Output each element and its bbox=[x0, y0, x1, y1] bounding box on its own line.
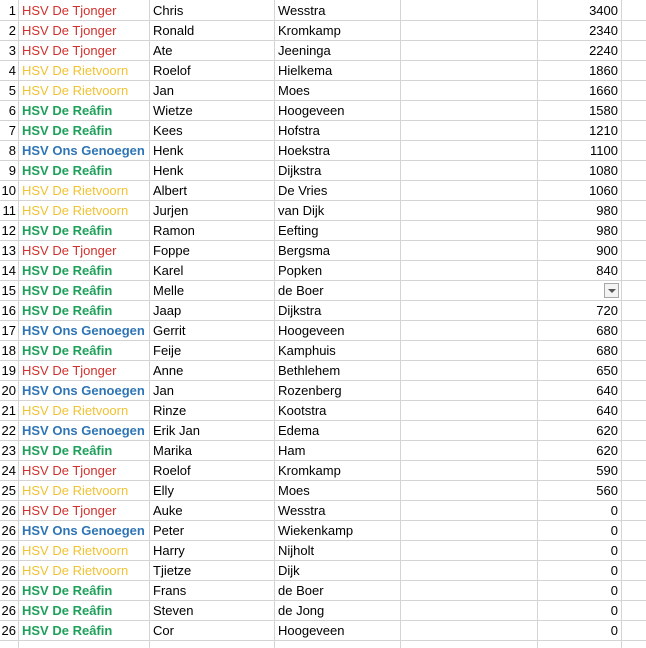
empty-cell[interactable] bbox=[400, 161, 537, 181]
empty-cell[interactable] bbox=[400, 61, 537, 81]
first-name-cell[interactable]: Ronald bbox=[153, 23, 195, 38]
empty-cell[interactable] bbox=[621, 581, 646, 601]
club-cell[interactable]: HSV De Reâfin bbox=[22, 343, 113, 358]
table-row bbox=[0, 361, 646, 381]
empty-cell[interactable] bbox=[621, 101, 646, 121]
first-name-cell[interactable]: Erik Jan bbox=[153, 423, 200, 438]
last-name-cell[interactable]: Jeeninga bbox=[278, 43, 331, 58]
table-row bbox=[0, 241, 646, 261]
score-cell[interactable]: 900 bbox=[596, 243, 618, 258]
first-name-cell[interactable]: Steven bbox=[153, 603, 194, 618]
club-cell[interactable]: HSV De Rietvoorn bbox=[22, 203, 129, 218]
last-name-cell[interactable]: Popken bbox=[278, 263, 323, 278]
first-name-cell[interactable]: Peter bbox=[153, 523, 185, 538]
score-cell[interactable]: 640 bbox=[596, 383, 618, 398]
table-row bbox=[0, 461, 646, 481]
score-cell[interactable]: 560 bbox=[596, 483, 618, 498]
last-name-cell[interactable]: Hoogeveen bbox=[278, 323, 345, 338]
empty-cell[interactable] bbox=[621, 561, 646, 581]
rank-cell[interactable]: 26 bbox=[1, 543, 16, 558]
empty-cell[interactable] bbox=[400, 1, 537, 21]
last-name-cell[interactable]: Moes bbox=[278, 83, 310, 98]
score-cell[interactable]: 1210 bbox=[589, 123, 618, 138]
rank-cell[interactable]: 9 bbox=[8, 163, 16, 178]
table-row bbox=[0, 21, 646, 41]
table-row bbox=[0, 61, 646, 81]
rank-cell[interactable]: 25 bbox=[1, 483, 16, 498]
first-name-cell[interactable]: Gerrit bbox=[153, 323, 186, 338]
last-name-cell[interactable]: Wesstra bbox=[278, 3, 326, 18]
table-row bbox=[0, 161, 646, 181]
empty-cell[interactable] bbox=[621, 141, 646, 161]
rank-cell[interactable]: 26 bbox=[1, 563, 16, 578]
club-cell[interactable]: HSV De Rietvoorn bbox=[22, 563, 129, 578]
first-name-cell[interactable]: Frans bbox=[153, 583, 187, 598]
table-row bbox=[0, 321, 646, 341]
score-cell[interactable]: 1100 bbox=[590, 143, 618, 158]
first-name-cell[interactable]: Wietze bbox=[153, 103, 193, 118]
score-cell[interactable]: 0 bbox=[610, 623, 618, 638]
score-cell[interactable]: 620 bbox=[596, 423, 618, 438]
table-row bbox=[0, 601, 646, 621]
first-name-cell[interactable]: Auke bbox=[153, 503, 183, 518]
first-name-cell[interactable]: Jaap bbox=[153, 303, 182, 318]
empty-cell[interactable] bbox=[400, 541, 537, 561]
club-cell[interactable]: HSV De Tjonger bbox=[22, 3, 117, 18]
score-cell[interactable]: 720 bbox=[596, 303, 618, 318]
score-cell[interactable]: 0 bbox=[610, 543, 618, 558]
table-row bbox=[0, 561, 646, 581]
club-cell[interactable]: HSV De Tjonger bbox=[22, 503, 117, 518]
empty-cell[interactable] bbox=[621, 161, 646, 181]
empty-cell[interactable] bbox=[400, 621, 537, 641]
last-name-cell[interactable]: Hofstra bbox=[278, 123, 320, 138]
empty-cell[interactable] bbox=[621, 401, 646, 421]
first-name-cell[interactable]: Ate bbox=[153, 43, 173, 58]
score-cell[interactable]: 980 bbox=[596, 223, 618, 238]
empty-cell[interactable] bbox=[621, 541, 646, 561]
club-cell[interactable]: HSV De Tjonger bbox=[22, 243, 117, 258]
rank-cell[interactable]: 8 bbox=[8, 143, 16, 158]
score-cell[interactable]: 620 bbox=[596, 443, 618, 458]
empty-cell[interactable] bbox=[621, 301, 646, 321]
score-cell[interactable]: 3400 bbox=[589, 3, 618, 18]
rank-cell[interactable]: 3 bbox=[8, 43, 16, 58]
table-row bbox=[0, 121, 646, 141]
empty-cell[interactable] bbox=[621, 281, 646, 301]
first-name-cell[interactable]: Foppe bbox=[153, 243, 190, 258]
rank-cell[interactable]: 24 bbox=[1, 463, 16, 478]
rank-cell[interactable]: 17 bbox=[1, 323, 16, 338]
last-name-cell[interactable]: Eefting bbox=[278, 223, 319, 238]
empty-cell[interactable] bbox=[621, 121, 646, 141]
club-cell[interactable]: HSV De Rietvoorn bbox=[22, 183, 129, 198]
empty-cell[interactable] bbox=[400, 181, 537, 201]
empty-cell[interactable] bbox=[400, 261, 537, 281]
last-name-cell[interactable]: Kromkamp bbox=[278, 463, 341, 478]
first-name-cell[interactable]: Harry bbox=[153, 543, 185, 558]
first-name-cell[interactable]: Jan bbox=[153, 83, 174, 98]
last-name-cell[interactable]: Rozenberg bbox=[278, 383, 342, 398]
last-name-cell[interactable]: Ham bbox=[278, 443, 306, 458]
score-cell[interactable]: 650 bbox=[596, 363, 618, 378]
first-name-cell[interactable]: Marika bbox=[153, 443, 193, 458]
empty-cell[interactable] bbox=[621, 441, 646, 461]
score-cell[interactable]: 0 bbox=[610, 603, 618, 618]
table-row bbox=[0, 541, 646, 561]
last-name-cell[interactable]: Hoogeveen bbox=[278, 623, 345, 638]
rank-cell[interactable]: 2 bbox=[8, 23, 16, 38]
club-cell[interactable]: HSV De Tjonger bbox=[22, 463, 117, 478]
rank-cell[interactable]: 21 bbox=[1, 403, 16, 418]
first-name-cell[interactable]: Jan bbox=[153, 383, 174, 398]
rank-cell[interactable]: 7 bbox=[8, 123, 16, 138]
club-cell[interactable]: HSV De Rietvoorn bbox=[22, 403, 129, 418]
score-cell[interactable]: 1080 bbox=[589, 163, 618, 178]
empty-cell[interactable] bbox=[400, 201, 537, 221]
empty-cell[interactable] bbox=[400, 321, 537, 341]
rank-cell[interactable]: 19 bbox=[1, 363, 16, 378]
score-cell[interactable]: 1660 bbox=[589, 83, 618, 98]
table-row bbox=[0, 401, 646, 421]
first-name-cell[interactable]: Cor bbox=[153, 623, 174, 638]
rank-cell[interactable]: 16 bbox=[1, 303, 16, 318]
empty-cell[interactable] bbox=[400, 81, 537, 101]
score-cell[interactable]: 1060 bbox=[589, 183, 618, 198]
last-name-cell[interactable]: De Vries bbox=[278, 183, 328, 198]
empty-cell[interactable] bbox=[621, 241, 646, 261]
empty-cell[interactable] bbox=[400, 481, 537, 501]
club-cell[interactable]: HSV De Rietvoorn bbox=[22, 543, 129, 558]
last-name-cell[interactable]: Dijkstra bbox=[278, 303, 322, 318]
rank-cell[interactable]: 10 bbox=[1, 183, 16, 198]
first-name-cell[interactable]: Chris bbox=[153, 3, 184, 18]
last-name-cell[interactable]: Nijholt bbox=[278, 543, 315, 558]
club-cell[interactable]: HSV Ons Genoegen bbox=[22, 323, 145, 338]
table-row bbox=[0, 501, 646, 521]
empty-cell[interactable] bbox=[400, 41, 537, 61]
first-name-cell[interactable]: Kees bbox=[153, 123, 183, 138]
last-name-cell[interactable]: Moes bbox=[278, 483, 310, 498]
score-cell[interactable]: 980 bbox=[596, 203, 618, 218]
table-row bbox=[0, 261, 646, 281]
empty-cell[interactable] bbox=[400, 101, 537, 121]
table-row bbox=[0, 621, 646, 641]
first-name-cell[interactable]: Jurjen bbox=[153, 203, 189, 218]
rank-cell[interactable]: 20 bbox=[1, 383, 16, 398]
table-row bbox=[0, 381, 646, 401]
club-cell[interactable]: HSV De Reâfin bbox=[22, 623, 113, 638]
club-cell[interactable]: HSV De Tjonger bbox=[22, 23, 117, 38]
empty-cell[interactable] bbox=[400, 121, 537, 141]
empty-cell[interactable] bbox=[400, 221, 537, 241]
empty-cell[interactable] bbox=[621, 421, 646, 441]
last-name-cell[interactable]: de Jong bbox=[278, 603, 325, 618]
rank-cell[interactable]: 18 bbox=[1, 343, 16, 358]
first-name-cell[interactable]: Karel bbox=[153, 263, 184, 278]
first-name-cell[interactable]: Melle bbox=[153, 283, 185, 298]
empty-cell[interactable] bbox=[621, 381, 646, 401]
first-name-cell[interactable]: Roelof bbox=[153, 63, 191, 78]
empty-cell[interactable] bbox=[621, 221, 646, 241]
first-name-cell[interactable]: Tjietze bbox=[153, 563, 192, 578]
club-cell[interactable]: HSV De Reâfin bbox=[22, 223, 113, 238]
first-name-cell[interactable]: Ramon bbox=[153, 223, 195, 238]
club-cell[interactable]: HSV De Reâfin bbox=[22, 263, 113, 278]
rank-cell[interactable]: 26 bbox=[1, 583, 16, 598]
last-name-cell[interactable]: Edema bbox=[278, 423, 320, 438]
rank-cell[interactable]: 26 bbox=[1, 603, 16, 618]
club-cell[interactable]: HSV De Rietvoorn bbox=[22, 83, 129, 98]
rank-cell[interactable]: 12 bbox=[1, 223, 16, 238]
chevron-down-icon[interactable] bbox=[604, 283, 619, 298]
club-cell[interactable]: HSV De Reâfin bbox=[22, 163, 113, 178]
last-name-cell[interactable]: Bethlehem bbox=[278, 363, 341, 378]
score-cell[interactable]: 1860 bbox=[589, 63, 618, 78]
empty-cell[interactable] bbox=[400, 381, 537, 401]
rank-cell[interactable]: 14 bbox=[1, 263, 16, 278]
empty-cell[interactable] bbox=[621, 601, 646, 621]
table-row bbox=[0, 81, 646, 101]
score-cell[interactable]: 2240 bbox=[589, 43, 618, 58]
empty-cell[interactable] bbox=[400, 141, 537, 161]
table-row bbox=[0, 281, 646, 301]
table-row bbox=[0, 481, 646, 501]
empty-cell[interactable] bbox=[400, 401, 537, 421]
rank-cell[interactable]: 26 bbox=[1, 623, 16, 638]
first-name-cell[interactable]: Roelof bbox=[153, 463, 191, 478]
club-cell[interactable]: HSV De Rietvoorn bbox=[22, 483, 129, 498]
first-name-cell[interactable]: Albert bbox=[153, 183, 187, 198]
last-name-cell[interactable]: Hielkema bbox=[278, 63, 333, 78]
table-row bbox=[0, 521, 646, 541]
table-row bbox=[0, 41, 646, 61]
empty-cell[interactable] bbox=[621, 461, 646, 481]
empty-cell[interactable] bbox=[621, 61, 646, 81]
first-name-cell[interactable]: Henk bbox=[153, 163, 184, 178]
table-row bbox=[0, 1, 646, 21]
empty-cell[interactable] bbox=[400, 521, 537, 541]
empty-cell[interactable] bbox=[621, 321, 646, 341]
empty-cell[interactable] bbox=[400, 361, 537, 381]
club-cell[interactable]: HSV De Rietvoorn bbox=[22, 63, 129, 78]
last-name-cell[interactable]: Dijk bbox=[278, 563, 300, 578]
score-cell[interactable]: 590 bbox=[596, 463, 618, 478]
score-cell[interactable]: 0 bbox=[610, 523, 618, 538]
empty-cell[interactable] bbox=[621, 521, 646, 541]
row-gridline bbox=[0, 640, 646, 641]
score-cell[interactable]: 680 bbox=[596, 323, 618, 338]
empty-cell[interactable] bbox=[621, 341, 646, 361]
rank-cell[interactable]: 23 bbox=[1, 443, 16, 458]
club-cell[interactable]: HSV De Tjonger bbox=[22, 43, 117, 58]
club-cell[interactable]: HSV De Reâfin bbox=[22, 103, 113, 118]
empty-cell[interactable] bbox=[621, 201, 646, 221]
table-row bbox=[0, 581, 646, 601]
empty-cell[interactable] bbox=[400, 581, 537, 601]
rank-cell[interactable]: 13 bbox=[1, 243, 16, 258]
score-cell[interactable]: 640 bbox=[596, 403, 618, 418]
club-cell[interactable]: HSV De Reâfin bbox=[22, 583, 113, 598]
empty-cell[interactable] bbox=[400, 421, 537, 441]
table-row bbox=[0, 421, 646, 441]
club-cell[interactable]: HSV Ons Genoegen bbox=[22, 523, 145, 538]
last-name-cell[interactable]: Bergsma bbox=[278, 243, 331, 258]
table-row bbox=[0, 141, 646, 161]
last-name-cell[interactable]: van Dijk bbox=[278, 203, 325, 218]
empty-cell[interactable] bbox=[400, 301, 537, 321]
empty-cell[interactable] bbox=[400, 601, 537, 621]
last-name-cell[interactable]: Hoekstra bbox=[278, 143, 331, 158]
empty-cell[interactable] bbox=[621, 621, 646, 641]
club-cell[interactable]: HSV Ons Genoegen bbox=[22, 383, 145, 398]
score-cell[interactable]: 0 bbox=[610, 583, 618, 598]
rank-cell[interactable]: 26 bbox=[1, 503, 16, 518]
empty-cell[interactable] bbox=[621, 481, 646, 501]
empty-cell[interactable] bbox=[621, 361, 646, 381]
table-row bbox=[0, 221, 646, 241]
empty-cell[interactable] bbox=[400, 561, 537, 581]
table-row bbox=[0, 181, 646, 201]
last-name-cell[interactable]: Dijkstra bbox=[278, 163, 322, 178]
empty-cell[interactable] bbox=[621, 21, 646, 41]
last-name-cell[interactable]: Kootstra bbox=[278, 403, 327, 418]
rank-cell[interactable]: 6 bbox=[8, 103, 16, 118]
first-name-cell[interactable]: Anne bbox=[153, 363, 184, 378]
club-cell[interactable]: HSV De Tjonger bbox=[22, 363, 117, 378]
club-cell[interactable]: HSV Ons Genoegen bbox=[22, 423, 145, 438]
last-name-cell[interactable]: de Boer bbox=[278, 283, 324, 298]
table-row bbox=[0, 441, 646, 461]
first-name-cell[interactable]: Elly bbox=[153, 483, 174, 498]
club-cell[interactable]: HSV De Reâfin bbox=[22, 603, 113, 618]
rank-cell[interactable]: 26 bbox=[1, 523, 16, 538]
rank-cell[interactable]: 15 bbox=[1, 283, 16, 298]
last-name-cell[interactable]: Wiekenkamp bbox=[278, 523, 354, 538]
table-row bbox=[0, 301, 646, 321]
last-name-cell[interactable]: Kamphuis bbox=[278, 343, 336, 358]
club-cell[interactable]: HSV De Reâfin bbox=[22, 443, 113, 458]
empty-cell[interactable] bbox=[621, 181, 646, 201]
empty-cell[interactable] bbox=[400, 441, 537, 461]
last-name-cell[interactable]: Hoogeveen bbox=[278, 103, 345, 118]
first-name-cell[interactable]: Henk bbox=[153, 143, 184, 158]
first-name-cell[interactable]: Feije bbox=[153, 343, 182, 358]
empty-cell[interactable] bbox=[400, 501, 537, 521]
empty-cell[interactable] bbox=[621, 81, 646, 101]
rank-cell[interactable]: 5 bbox=[8, 83, 16, 98]
rank-cell[interactable]: 22 bbox=[1, 423, 16, 438]
empty-cell[interactable] bbox=[400, 281, 537, 301]
table-row bbox=[0, 341, 646, 361]
rank-cell[interactable]: 4 bbox=[8, 63, 16, 78]
empty-cell[interactable] bbox=[400, 341, 537, 361]
empty-cell[interactable] bbox=[400, 241, 537, 261]
score-cell[interactable]: 1580 bbox=[589, 103, 618, 118]
score-cell[interactable]: 840 bbox=[596, 263, 618, 278]
club-cell[interactable]: HSV De Reâfin bbox=[22, 283, 113, 298]
last-name-cell[interactable]: Kromkamp bbox=[278, 23, 341, 38]
empty-cell[interactable] bbox=[621, 261, 646, 281]
empty-cell[interactable] bbox=[621, 1, 646, 21]
table-row bbox=[0, 201, 646, 221]
table-row bbox=[0, 101, 646, 121]
empty-cell[interactable] bbox=[621, 501, 646, 521]
empty-cell[interactable] bbox=[621, 41, 646, 61]
first-name-cell[interactable]: Rinze bbox=[153, 403, 187, 418]
rank-cell[interactable]: 1 bbox=[8, 3, 16, 18]
empty-cell[interactable] bbox=[400, 21, 537, 41]
club-cell[interactable]: HSV De Reâfin bbox=[22, 303, 113, 318]
score-cell[interactable]: 2340 bbox=[589, 23, 618, 38]
last-name-cell[interactable]: de Boer bbox=[278, 583, 324, 598]
club-cell[interactable]: HSV De Reâfin bbox=[22, 123, 113, 138]
last-name-cell[interactable]: Wesstra bbox=[278, 503, 326, 518]
rank-cell[interactable]: 11 bbox=[2, 203, 16, 218]
empty-cell[interactable] bbox=[400, 461, 537, 481]
score-cell[interactable]: 0 bbox=[610, 563, 618, 578]
club-cell[interactable]: HSV Ons Genoegen bbox=[22, 143, 145, 158]
score-cell[interactable]: 0 bbox=[610, 503, 618, 518]
score-cell[interactable]: 680 bbox=[596, 343, 618, 358]
